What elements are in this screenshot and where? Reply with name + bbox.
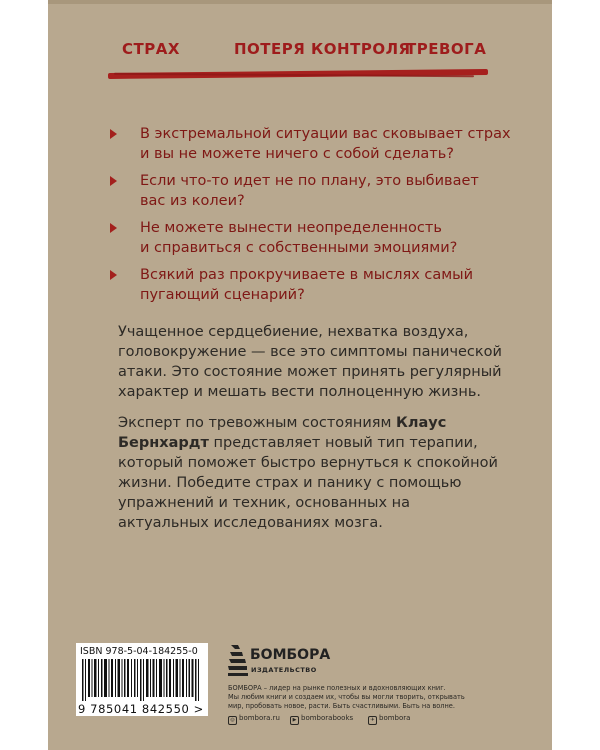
keyword-anxiety: ТРЕВОГА: [406, 40, 487, 58]
triangle-bullet-icon: [110, 129, 117, 139]
question-text: Если что-то идет не по плану, это выбивает вас из колеи?: [140, 173, 479, 209]
publisher-logo: [228, 643, 368, 679]
barcode-digits: 9 785041 842550 >: [78, 702, 204, 716]
question-item: [110, 218, 530, 264]
triangle-bullet-icon: [110, 223, 117, 233]
description-paragraph-author: Эксперт по тревожным состояниям Клаус Бернхардт представляет новый тип терапии, который поможет быстро вернуться к спокойной жизни. Победите страх и панику с помощью упражнений и техник, основанных на актуальных исследованиях мозга.: [118, 415, 498, 531]
author-name-first: Клаус: [396, 415, 447, 431]
social-link-main[interactable]: ✈ bombora: [368, 714, 410, 725]
globe-icon: ◎: [228, 716, 237, 725]
author-name-last: Бернхардт: [118, 435, 209, 451]
bombora-wave-icon: [228, 643, 248, 677]
question-text: Всякий раз прокручиваете в мыслях самый пугающий сценарий?: [140, 267, 474, 303]
isbn-barcode: [76, 643, 208, 716]
question-text: В экстремальной ситуации вас сковывает страх и вы не можете ничего с собой сделать?: [140, 126, 511, 162]
publisher-social-links: [228, 714, 548, 726]
social-link-books[interactable]: ▶ bomborabooks: [290, 714, 353, 725]
triangle-bullet-icon: [110, 176, 117, 186]
publisher-tagline: БОМБОРА – лидер на рынке полезных и вдохновляющих книг. Мы любим книги и создаем их, чтобы вы могли творить, открывать мир, пробовать новое, расти. Быть счастливыми. Быть на волне.: [228, 684, 465, 710]
keywords-row: [122, 40, 487, 64]
keyword-fear: СТРАХ: [122, 40, 180, 58]
question-list: [110, 124, 530, 312]
publisher-subtitle: ИЗДАТЕЛЬСТВО: [251, 666, 317, 674]
publisher-name: БОМБОРА: [250, 647, 331, 663]
vk-icon: ✈: [368, 716, 377, 725]
description-paragraph-symptoms: Учащенное сердцебиение, нехватка воздуха, головокружение — все это симптомы панической атаки. Это состояние может принять регулярный характер и мешать вести полноценную жизнь.: [118, 324, 502, 400]
cover-top-edge: [48, 0, 552, 4]
isbn-number: ISBN 978-5-04-184255-0: [80, 646, 198, 657]
website-link[interactable]: ◎ bombora.ru: [228, 714, 280, 725]
barcode-icon: [82, 659, 202, 701]
question-item: [110, 124, 530, 170]
question-text: Не можете вынести неопределенность и справиться с собственными эмоциями?: [140, 220, 458, 256]
keyword-loss-of-control: ПОТЕРЯ КОНТРОЛЯ: [234, 40, 411, 58]
book-back-cover: [48, 0, 552, 750]
question-item: [110, 171, 530, 217]
video-icon: ▶: [290, 716, 299, 725]
triangle-bullet-icon: [110, 270, 117, 280]
question-item: [110, 265, 530, 311]
